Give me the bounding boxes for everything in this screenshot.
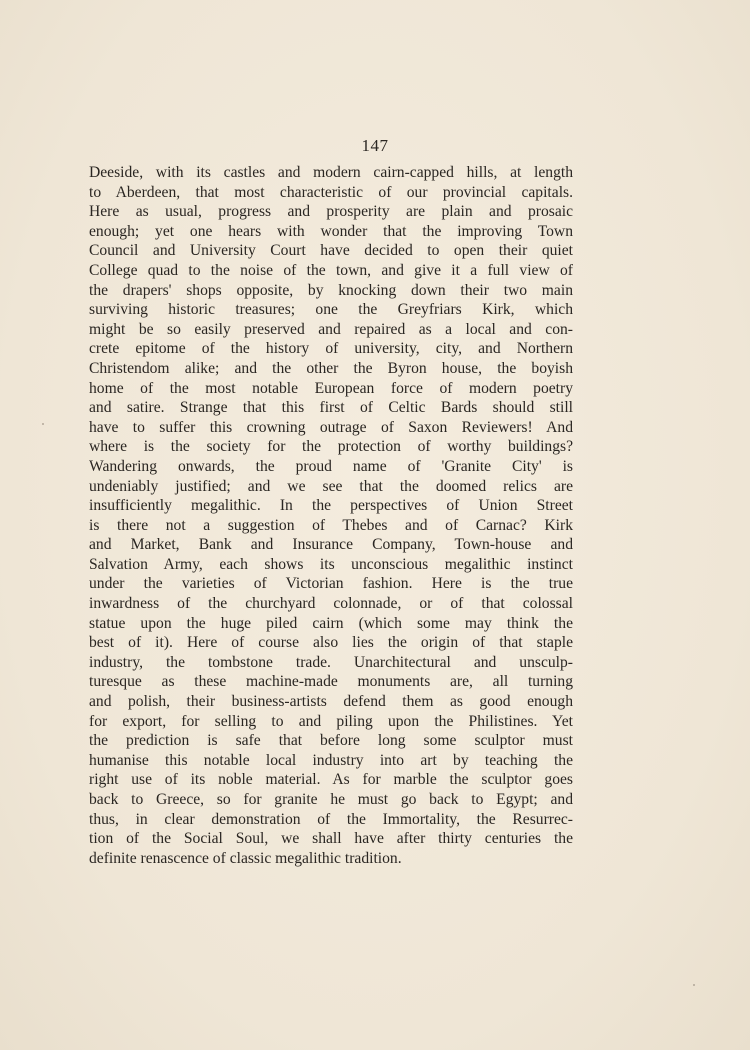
text-line: right use of its noble material. As for marble the sculptor goes	[89, 771, 573, 789]
text-line: Salvation Army, each shows its unconscious megalithic instinct	[89, 555, 573, 573]
text-line: tion of the Social Soul, we shall have after thirty centuries the	[89, 830, 573, 848]
text-line: have to suffer this crowning outrage of Saxon Reviewers! And	[89, 418, 573, 436]
text-line: crete epitome of the history of university, city, and Northern	[89, 340, 573, 358]
text-line: Council and University Court have decided to open their quiet	[89, 242, 573, 260]
text-line: home of the most notable European force of modern poetry	[89, 379, 573, 397]
text-line: insufficiently megalithic. In the perspectives of Union Street	[89, 497, 573, 515]
text-line: the drapers' shops opposite, by knocking down their two main	[89, 281, 573, 299]
text-line: Christendom alike; and the other the Byron house, the boyish	[89, 359, 573, 377]
text-line: definite renascence of classic megalithic tradition.	[89, 849, 402, 867]
text-line: humanise this notable local industry into art by teaching the	[89, 751, 573, 769]
text-line: statue upon the huge piled cairn (which some may think the	[89, 614, 573, 632]
text-line: Here as usual, progress and prosperity are plain and prosaic	[89, 203, 573, 221]
text-line: to Aberdeen, that most characteristic of our provincial capitals.	[89, 183, 573, 201]
text-line: turesque as these machine-made monuments are, all turning	[89, 673, 573, 691]
text-line: is there not a suggestion of Thebes and of Carnac? Kirk	[89, 516, 573, 534]
text-line: Wandering onwards, the proud name of 'Granite City' is	[89, 457, 573, 475]
text-line: might be so easily preserved and repaired as a local and con-	[89, 320, 573, 338]
text-line: and polish, their business-artists defend them as good enough	[89, 693, 573, 711]
text-line: College quad to the noise of the town, and give it a full view of	[89, 261, 573, 279]
text-line: undeniably justified; and we see that the doomed relics are	[89, 477, 573, 495]
paper-speck	[693, 984, 695, 986]
text-line: inwardness of the churchyard colonnade, or of that colossal	[89, 595, 573, 613]
text-line: enough; yet one hears with wonder that the improving Town	[89, 222, 573, 240]
text-line: thus, in clear demonstration of the Immortality, the Resurrec-	[89, 810, 573, 828]
text-line: best of it). Here of course also lies the origin of that staple	[89, 634, 573, 652]
text-line: surviving historic treasures; one the Greyfriars Kirk, which	[89, 301, 573, 319]
body-text	[89, 163, 573, 868]
text-line: the prediction is safe that before long some sculptor must	[89, 732, 573, 750]
text-line: where is the society for the protection of worthy buildings?	[89, 438, 573, 456]
text-line: and satire. Strange that this first of Celtic Bards should still	[89, 399, 573, 417]
text-line: Deeside, with its castles and modern cairn-capped hills, at length	[89, 164, 573, 181]
text-line: back to Greece, so for granite he must go back to Egypt; and	[89, 791, 573, 808]
paper-speck	[42, 423, 44, 425]
text-line: industry, the tombstone trade. Unarchitectural and unsculp-	[89, 653, 573, 671]
page-number: 147	[361, 136, 389, 155]
text-line: for export, for selling to and piling upon the Philistines. Yet	[89, 712, 573, 730]
text-line: and Market, Bank and Insurance Company, Town-house and	[89, 536, 573, 554]
text-line: under the varieties of Victorian fashion. Here is the true	[89, 575, 573, 593]
